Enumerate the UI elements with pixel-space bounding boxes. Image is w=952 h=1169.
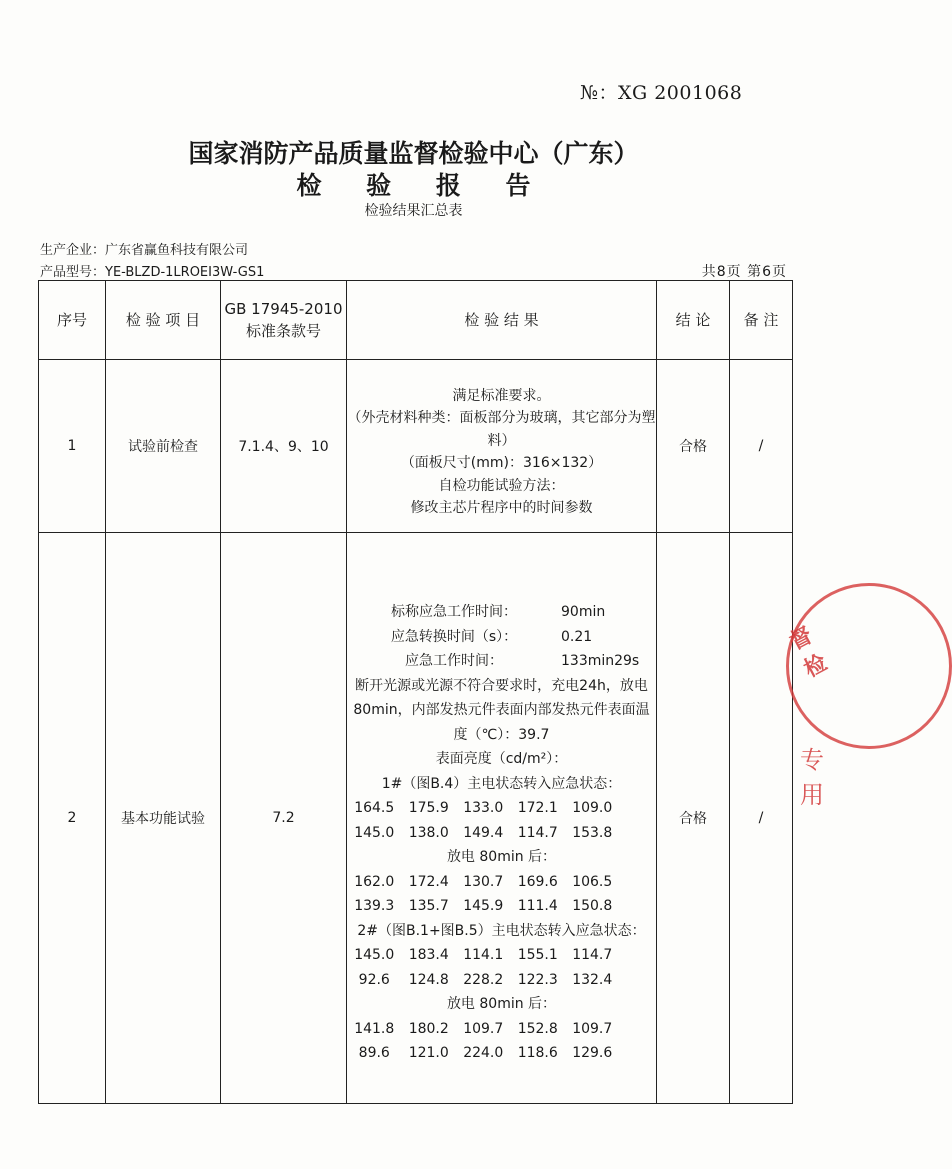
result-line: （外壳材料种类：面板部分为玻璃，其它部分为塑料） [347, 410, 656, 449]
kv-key: 标称应急工作时间： [391, 604, 517, 621]
number-row [347, 894, 656, 919]
number-cell: 89.6 [358, 1045, 390, 1062]
header-remark: 备 注 [730, 281, 793, 360]
seal-text-top: 督检 [785, 622, 832, 683]
table-header-row [39, 281, 793, 360]
result-paragraph: 断开光源或光源不符合要求时，充电24h，放电 80min，内部发热元件表面内部发热元件表面温度（℃）：39.7 [353, 677, 650, 743]
number-cell: 150.8 [572, 898, 613, 915]
row-remark: / [730, 360, 793, 533]
header-index: 序号 [39, 281, 106, 360]
brightness-label: 表面亮度（cd/m²）： [435, 751, 568, 768]
kv-key: 应急工作时间： [405, 653, 503, 670]
group-2-label: 2#（图B.1+图B.5）主电状态转入应急状态： [357, 922, 646, 939]
number-cell: 130.7 [463, 873, 504, 890]
row-remark: / [730, 533, 793, 1104]
number-row [347, 870, 656, 895]
table-row [39, 533, 793, 1104]
number-row [347, 943, 656, 968]
number-cell: 138.0 [408, 824, 449, 841]
row-conclusion: 合格 [657, 360, 730, 533]
report-title: 检 验 报 告 [296, 171, 549, 200]
row-conclusion: 合格 [657, 533, 730, 1104]
org-title: 国家消防产品质量监督检验中心（广东） [188, 139, 639, 168]
kv-line [347, 600, 656, 625]
number-cell: 111.4 [517, 898, 558, 915]
kv-value: 133min29s [561, 653, 640, 670]
number-row [347, 1041, 656, 1066]
row-result [347, 533, 657, 1104]
number-cell: 180.2 [408, 1020, 449, 1037]
number-cell: 121.0 [408, 1045, 449, 1062]
header-standard-line2: 标准条款号 [245, 322, 321, 340]
number-cell: 141.8 [354, 1020, 395, 1037]
row-result [347, 360, 657, 533]
number-row [347, 968, 656, 993]
header-standard [221, 281, 347, 360]
number-cell: 109.7 [572, 1020, 613, 1037]
results-table [38, 280, 793, 1104]
number-row [347, 796, 656, 821]
number-cell: 145.0 [354, 947, 395, 964]
number-cell: 145.0 [354, 824, 395, 841]
page-indicator: 共8页 第6页 [701, 264, 787, 280]
number-cell: 133.0 [463, 800, 504, 817]
group-1-label: 1#（图B.4）主电状态转入应急状态： [381, 775, 622, 792]
discharge-label: 放电 80min 后： [446, 849, 557, 866]
number-cell: 106.5 [572, 873, 613, 890]
row-clause: 7.1.4、9、10 [221, 360, 347, 533]
number-cell: 135.7 [408, 898, 449, 915]
report-number: №：XG 2001068 [580, 82, 743, 104]
header-standard-line1: GB 17945-2010 [224, 300, 343, 318]
number-cell: 114.7 [572, 947, 613, 964]
number-cell: 153.8 [572, 824, 613, 841]
result-line: 自检功能试验方法： [438, 477, 565, 494]
number-cell: 155.1 [517, 947, 558, 964]
number-cell: 162.0 [354, 873, 395, 890]
discharge-label: 放电 80min 后： [446, 996, 557, 1013]
number-cell: 122.3 [517, 971, 558, 988]
header-conclusion: 结 论 [657, 281, 730, 360]
number-cell: 228.2 [463, 971, 504, 988]
kv-line [347, 625, 656, 650]
number-row [347, 1017, 656, 1042]
number-cell: 172.1 [517, 800, 558, 817]
number-cell: 149.4 [463, 824, 504, 841]
number-cell: 175.9 [408, 800, 449, 817]
seal-text-bottom: 专用 [800, 746, 824, 809]
report-subtitle: 检验结果汇总表 [364, 203, 463, 219]
number-cell: 92.6 [358, 971, 390, 988]
result-line: 修改主芯片程序中的时间参数 [410, 500, 593, 516]
number-cell: 118.6 [517, 1045, 558, 1062]
row-item: 基本功能试验 [106, 533, 221, 1104]
number-row [347, 821, 656, 846]
header-result: 检 验 结 果 [347, 281, 657, 360]
number-cell: 114.1 [463, 947, 504, 964]
result-line: （面板尺寸(mm)：316×132） [400, 455, 603, 471]
number-cell: 172.4 [408, 873, 449, 890]
number-cell: 224.0 [463, 1045, 504, 1062]
kv-value: 0.21 [561, 628, 593, 645]
row-clause: 7.2 [221, 533, 347, 1104]
row-index: 1 [39, 360, 106, 533]
kv-key: 应急转换时间（s）： [390, 628, 518, 645]
result-line: 满足标准要求。 [452, 387, 551, 404]
table-row [39, 360, 793, 533]
number-cell: 145.9 [463, 898, 504, 915]
header-item: 检 验 项 目 [106, 281, 221, 360]
model-line: 产品型号：YE-BLZD-1LROEⅠ3W-GS1 [40, 265, 265, 280]
number-cell: 109.7 [463, 1020, 504, 1037]
manufacturer-line: 生产企业：广东省赢鱼科技有限公司 [40, 243, 249, 258]
kv-line [347, 649, 656, 674]
kv-value: 90min [561, 604, 606, 621]
number-cell: 152.8 [517, 1020, 558, 1037]
number-cell: 129.6 [572, 1045, 613, 1062]
number-cell: 164.5 [354, 800, 395, 817]
number-cell: 109.0 [572, 800, 613, 817]
number-cell: 114.7 [517, 824, 558, 841]
number-cell: 169.6 [517, 873, 558, 890]
row-item: 试验前检查 [106, 360, 221, 533]
row-index: 2 [39, 533, 106, 1104]
number-cell: 132.4 [572, 971, 613, 988]
number-cell: 124.8 [408, 971, 449, 988]
number-cell: 139.3 [354, 898, 395, 915]
number-cell: 183.4 [408, 947, 449, 964]
